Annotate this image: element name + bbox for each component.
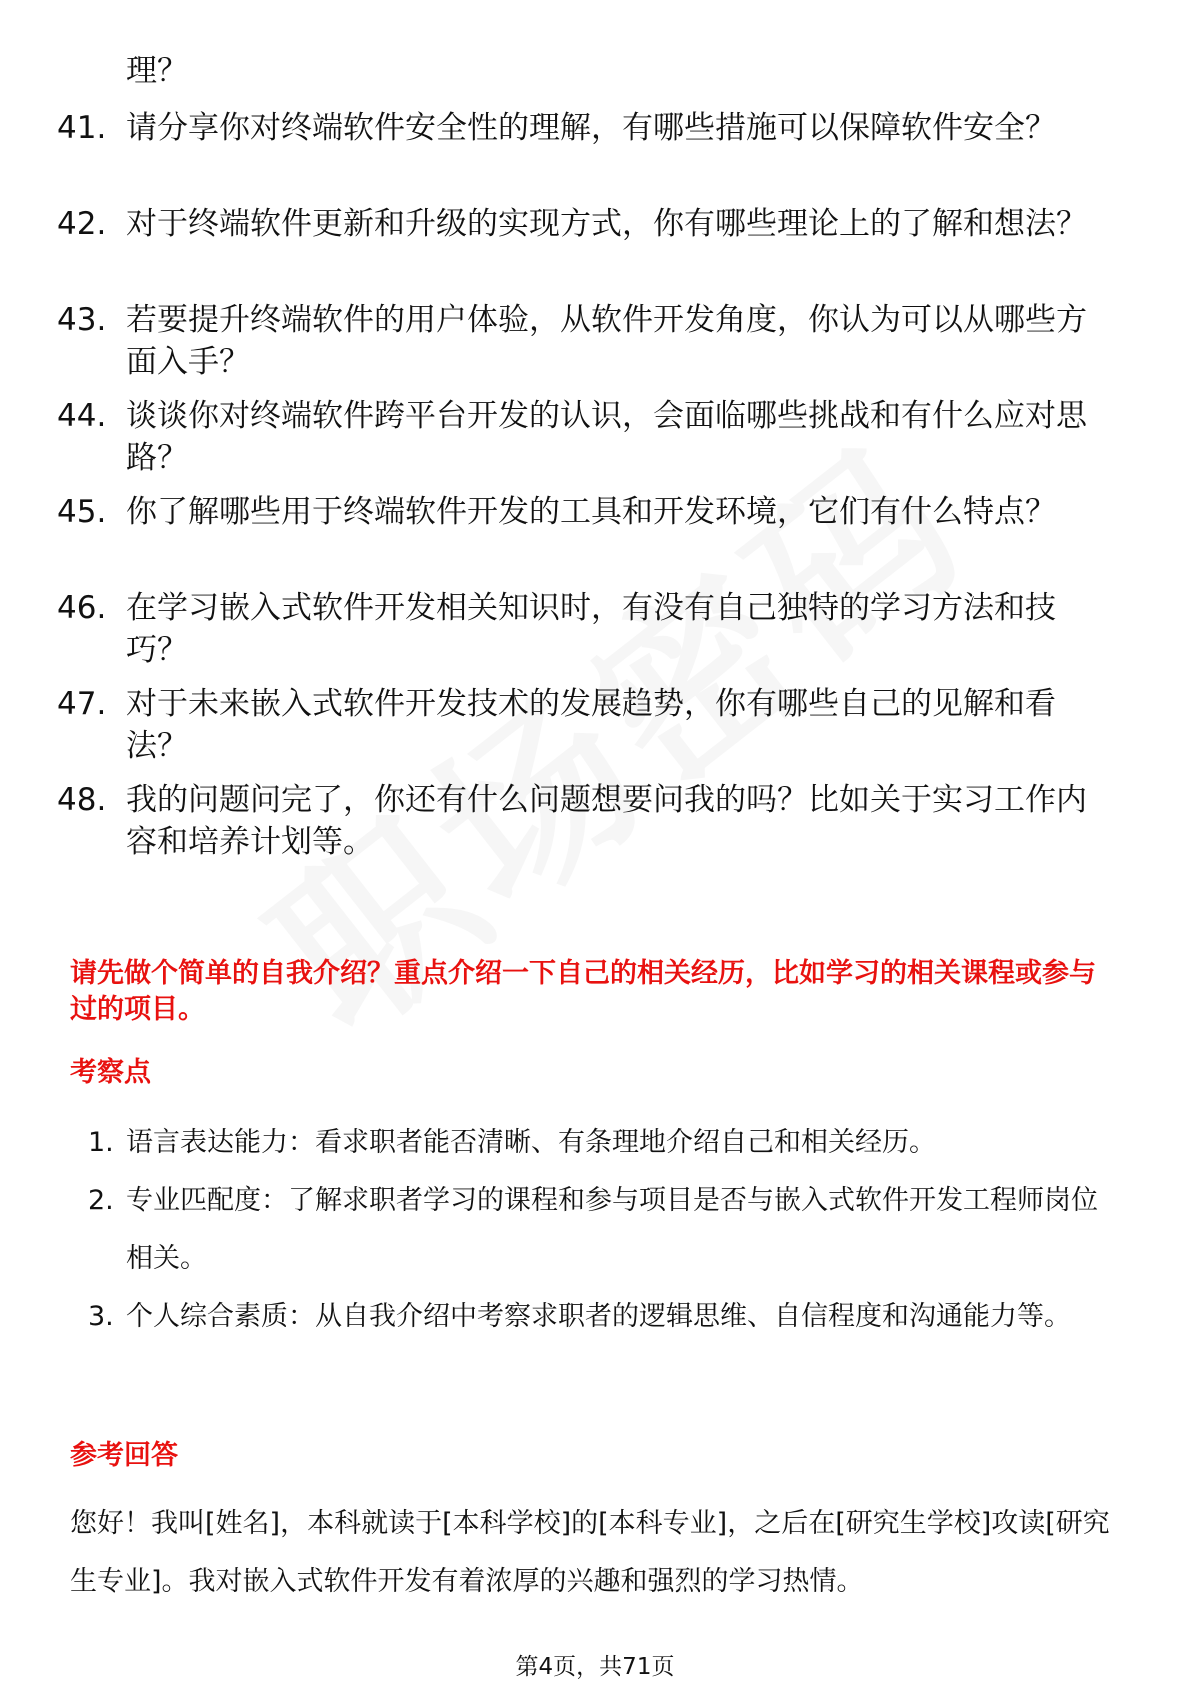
item-text: 请分享你对终端软件安全性的理解，有哪些措施可以保障软件安全？ [126, 110, 1056, 146]
item-number: 45. [57, 494, 107, 530]
item-text: 专业匹配度：了解求职者学习的课程和参与项目是否与嵌入式软件开发工程师岗位相关。 [126, 1185, 1098, 1274]
item-number: 2. [88, 1185, 114, 1216]
item-number: 43. [57, 302, 107, 338]
item-text: 谈谈你对终端软件跨平台开发的认识，会面临哪些挑战和有什么应对思路？ [126, 398, 1087, 476]
item-number: 47. [57, 686, 107, 722]
item-text: 若要提升终端软件的用户体验，从软件开发角度，你认为可以从哪些方面入手？ [126, 302, 1087, 380]
item-number: 44. [57, 398, 107, 434]
item-text: 你了解哪些用于终端软件开发的工具和开发环境，它们有什么特点？ [126, 494, 1056, 530]
highlight-question: 请先做个简单的自我介绍？重点介绍一下自己的相关经历，比如学习的相关课程或参与过的项目。 [70, 958, 1096, 1025]
item-text: 个人综合素质：从自我介绍中考察求职者的逻辑思维、自信程度和沟通能力等。 [126, 1301, 1071, 1332]
page-footer: 第4页，共71页 [515, 1654, 675, 1680]
item-number: 46. [57, 590, 107, 626]
item-text: 对于未来嵌入式软件开发技术的发展趋势，你有哪些自己的见解和看法？ [126, 686, 1056, 764]
item-text: 语言表达能力：看求职者能否清晰、有条理地介绍自己和相关经历。 [126, 1127, 936, 1158]
item-text: 我的问题问完了，你还有什么问题想要问我的吗？比如关于实习工作内容和培养计划等。 [126, 782, 1087, 860]
item-number: 41. [57, 110, 107, 146]
answer-paragraph: 您好！我叫[姓名]，本科就读于[本科学校]的[本科专业]，之后在[研究生学校]攻读[研究生专业]。我对嵌入式软件开发有着浓厚的兴趣和强烈的学习热情。 [70, 1508, 1110, 1597]
item-text: 在学习嵌入式软件开发相关知识时，有没有自己独特的学习方法和技巧？ [126, 590, 1056, 668]
item-number: 3. [88, 1301, 114, 1332]
item-number: 42. [57, 206, 107, 242]
answer-title: 参考回答 [70, 1440, 178, 1471]
item-number: 1. [88, 1127, 114, 1158]
points-title: 考察点 [70, 1057, 151, 1088]
item-text: 对于终端软件更新和升级的实现方式，你有哪些理论上的了解和想法？ [126, 206, 1087, 242]
item-number: 48. [57, 782, 107, 818]
